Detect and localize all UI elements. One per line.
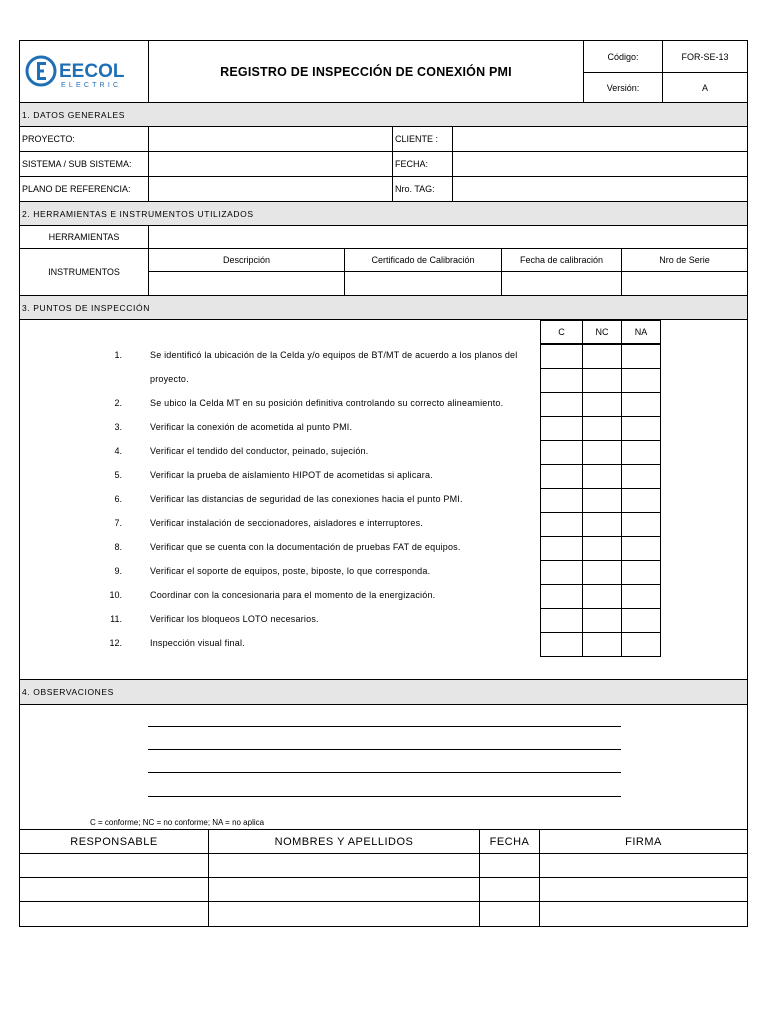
checkbox-na-row-9[interactable] [621,536,661,561]
checkbox-c-row-7[interactable] [540,488,583,513]
observaciones-line-2[interactable] [148,749,621,750]
section3-title-text: 3. PUNTOS DE INSPECCIÓN [22,302,150,313]
signature-responsable-field-2[interactable] [19,877,209,902]
item-number: 7. [114,518,122,528]
checkbox-c-row-13[interactable] [540,632,583,657]
checkbox-c-row-2[interactable] [540,368,583,393]
checkbox-c-row-9[interactable] [540,536,583,561]
codigo-label: Código: [583,40,663,73]
observaciones-line-3[interactable] [148,772,621,773]
sistema-label: SISTEMA / SUB SISTEMA: [19,151,149,177]
col-nombres: NOMBRES Y APELLIDOS [208,829,480,854]
section2-title-text: 2. HERRAMIENTAS E INSTRUMENTOS UTILIZADOS [22,208,254,219]
item-number: 9. [114,566,122,576]
checkbox-nc-row-6[interactable] [582,464,622,489]
certificado-field[interactable] [344,271,502,296]
checkbox-nc-row-12[interactable] [582,608,622,633]
checkbox-c-row-12[interactable] [540,608,583,633]
item-text: Verificar instalación de seccionadores, aisladores e interruptores. [150,518,424,528]
descripcion-field[interactable] [148,271,345,296]
observaciones-area[interactable] [19,704,748,830]
item-text: Verificar el soporte de equipos, poste, biposte, lo que corresponda. [150,566,431,576]
col-fecha-calibracion: Fecha de calibración [501,248,622,272]
checkbox-c-row-11[interactable] [540,584,583,609]
signature-nombres-field-1[interactable] [208,853,480,878]
signature-firma-field-1[interactable] [539,853,748,878]
checkbox-na-row-12[interactable] [621,608,661,633]
checkbox-c-row-3[interactable] [540,392,583,417]
item-text: Se identificó la ubicación de la Celda y/o equipos de BT/MT de acuerdo a los planos del [150,350,518,360]
col-nro-serie: Nro de Serie [621,248,748,272]
col-fecha: FECHA [479,829,540,854]
tag-field[interactable] [452,176,748,202]
item-text: Se ubico la Celda MT en su posición definitiva controlando su correcto alineamiento. [150,398,504,408]
checkbox-na-row-3[interactable] [621,392,661,417]
checkbox-c-row-4[interactable] [540,416,583,441]
signature-firma-field-3[interactable] [539,901,748,927]
checkbox-c-row-6[interactable] [540,464,583,489]
codigo-value: FOR-SE-13 [662,40,748,73]
item-text-continued: proyecto. [150,374,189,384]
plano-field[interactable] [148,176,393,202]
section2-title [19,201,748,226]
signature-nombres-field-3[interactable] [208,901,480,927]
col-responsable: RESPONSABLE [19,829,209,854]
checkbox-na-row-8[interactable] [621,512,661,537]
item-number: 8. [114,542,122,552]
item-number: 5. [114,470,122,480]
item-text: Verificar que se cuenta con la documentación de pruebas FAT de equipos. [150,542,461,552]
brand-name: EECOL [59,60,125,82]
item-number: 3. [114,422,122,432]
version-value: A [662,72,748,103]
version-label: Versión: [583,72,663,103]
instrumentos-label: INSTRUMENTOS [19,248,149,296]
checkbox-c-row-5[interactable] [540,440,583,465]
item-text: Inspección visual final. [150,638,245,648]
sistema-field[interactable] [148,151,393,177]
checkbox-c-row-1[interactable] [540,344,583,369]
checkbox-c-row-10[interactable] [540,560,583,585]
section4-title [19,679,748,705]
signature-responsable-field-1[interactable] [19,853,209,878]
proyecto-label: PROYECTO: [19,126,149,152]
checkbox-c-row-8[interactable] [540,512,583,537]
signature-fecha-field-3[interactable] [479,901,540,927]
checkbox-nc-row-1[interactable] [582,344,622,369]
fecha-field[interactable] [452,151,748,177]
col-nc: NC [582,320,622,344]
item-number: 12. [109,638,122,648]
checkbox-nc-row-13[interactable] [582,632,622,657]
checkbox-nc-row-4[interactable] [582,416,622,441]
checkbox-na-row-7[interactable] [621,488,661,513]
eecol-logo [24,52,144,92]
item-text: Verificar las distancias de seguridad de las conexiones hacia el punto PMI. [150,494,463,504]
checkbox-nc-row-11[interactable] [582,584,622,609]
col-firma: FIRMA [539,829,748,854]
nro-serie-field[interactable] [621,271,748,296]
item-number: 11. [110,614,122,624]
tag-label: Nro. TAG: [392,176,453,202]
col-na: NA [621,320,661,344]
checkbox-na-row-13[interactable] [621,632,661,657]
cliente-label: CLIENTE : [392,126,453,152]
item-number: 6. [114,494,122,504]
signature-nombres-field-2[interactable] [208,877,480,902]
col-descripcion: Descripción [148,248,345,272]
fecha-calibracion-field[interactable] [501,271,622,296]
observaciones-line-4[interactable] [148,796,621,797]
checkbox-nc-row-7[interactable] [582,488,622,513]
checkbox-na-row-11[interactable] [621,584,661,609]
checkbox-na-row-6[interactable] [621,464,661,489]
signature-responsable-field-3[interactable] [19,901,209,927]
logo-cell [19,40,149,103]
item-text: Coordinar con la concesionaria para el momento de la energización. [150,590,436,600]
item-text: Verificar los bloqueos LOTO necesarios. [150,614,319,624]
checkbox-nc-row-3[interactable] [582,392,622,417]
herramientas-field[interactable] [148,225,748,249]
observaciones-line-1[interactable] [148,726,621,727]
item-number: 2. [114,398,122,408]
col-c: C [540,320,583,344]
item-text: Verificar la prueba de aislamiento HIPOT de acometidas si aplicara. [150,470,433,480]
checkbox-na-row-5[interactable] [621,440,661,465]
checkbox-na-row-1[interactable] [621,344,661,369]
herramientas-label: HERRAMIENTAS [19,225,149,249]
section3-title [19,295,748,320]
plano-label: PLANO DE REFERENCIA: [19,176,149,202]
section1-title-text: 1. DATOS GENERALES [22,109,126,120]
item-number: 1. [114,350,122,360]
checkbox-nc-row-8[interactable] [582,512,622,537]
page-title: REGISTRO DE INSPECCIÓN DE CONEXIÓN PMI [148,40,584,103]
checkbox-nc-row-2[interactable] [582,368,622,393]
checkbox-na-row-4[interactable] [621,416,661,441]
checkbox-na-row-10[interactable] [621,560,661,585]
checkbox-nc-row-5[interactable] [582,440,622,465]
proyecto-field[interactable] [148,126,393,152]
legend-text: C = conforme; NC = no conforme; NA = no aplica [90,818,265,827]
fecha-label: FECHA: [392,151,453,177]
item-number: 4. [114,446,122,456]
checkbox-na-row-2[interactable] [621,368,661,393]
section4-title-text: 4. OBSERVACIONES [22,687,114,697]
item-text: Verificar la conexión de acometida al punto PMI. [150,422,353,432]
checkbox-nc-row-10[interactable] [582,560,622,585]
col-certificado: Certificado de Calibración [344,248,502,272]
item-number: 10. [109,590,122,600]
signature-fecha-field-2[interactable] [479,877,540,902]
brand-sub: ELECTRIC [61,81,122,89]
cliente-field[interactable] [452,126,748,152]
section1-title [19,102,748,127]
signature-firma-field-2[interactable] [539,877,748,902]
signature-fecha-field-1[interactable] [479,853,540,878]
item-text: Verificar el tendido del conductor, peinado, sujeción. [150,446,369,456]
checkbox-nc-row-9[interactable] [582,536,622,561]
